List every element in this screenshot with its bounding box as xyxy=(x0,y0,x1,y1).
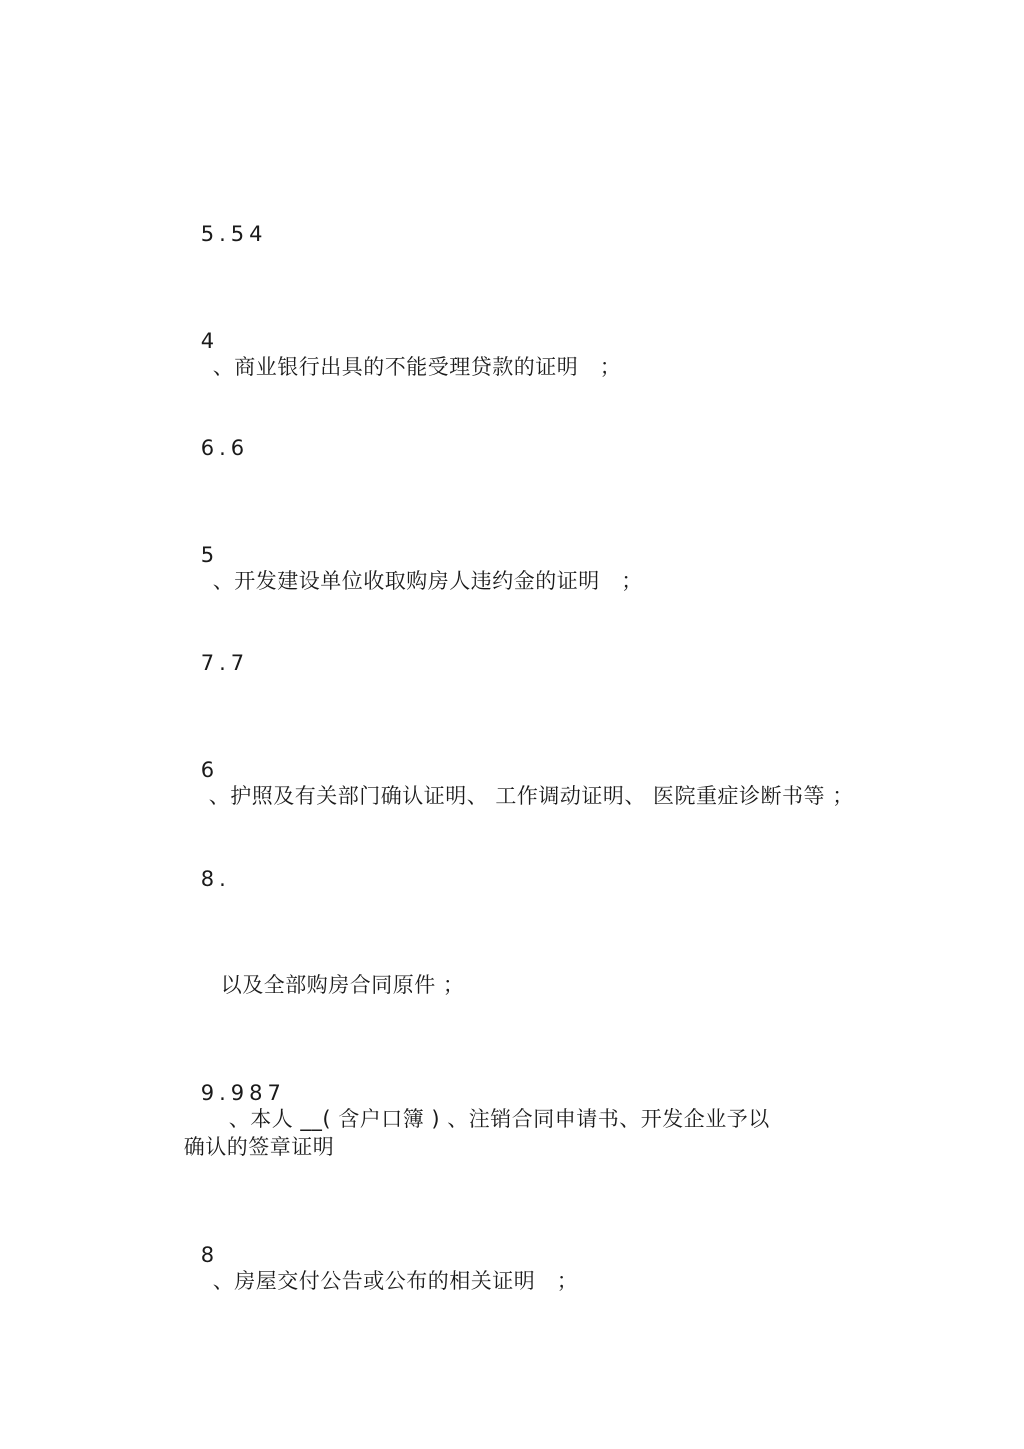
line-6 xyxy=(172,731,854,835)
item-number: 6.6 xyxy=(200,436,250,460)
item-text: 以及全部购房合同原件 ； xyxy=(220,973,465,997)
line-4 xyxy=(172,516,643,620)
line-2 xyxy=(172,302,621,406)
item-text: 、开发建设单位收取购房人违约金的证明 ； xyxy=(212,569,643,593)
item-number: 8 xyxy=(200,1243,220,1267)
item-text: 确认的签章证明 xyxy=(183,1135,335,1159)
item-number: 9.987 xyxy=(200,1081,286,1105)
item-number: 7.7 xyxy=(200,651,250,675)
item-number: 8. xyxy=(200,867,231,891)
line-7 xyxy=(172,840,231,918)
item-number: 6 xyxy=(200,758,220,782)
item-number: 5.54 xyxy=(200,222,268,246)
item-number: 4 xyxy=(200,329,220,353)
line-5 xyxy=(172,624,249,702)
item-text: 、护照及有关部门确认证明、 工作调动证明、 医院重症诊断书等 ； xyxy=(208,784,854,808)
item-text: 、商业银行出具的不能受理贷款的证明 ； xyxy=(212,355,622,379)
line-1 xyxy=(172,195,267,273)
item-text: 、本人 __( 含户口簿 ) 、注销合同申请书、开发企业予以 xyxy=(228,1107,770,1131)
line-10 xyxy=(155,1108,334,1186)
line-3 xyxy=(172,409,249,487)
line-8 xyxy=(192,946,464,1024)
item-number: 5 xyxy=(200,543,220,567)
item-text: 、房屋交付公告或公布的相关证明 ； xyxy=(212,1269,579,1293)
line-11 xyxy=(172,1216,578,1320)
